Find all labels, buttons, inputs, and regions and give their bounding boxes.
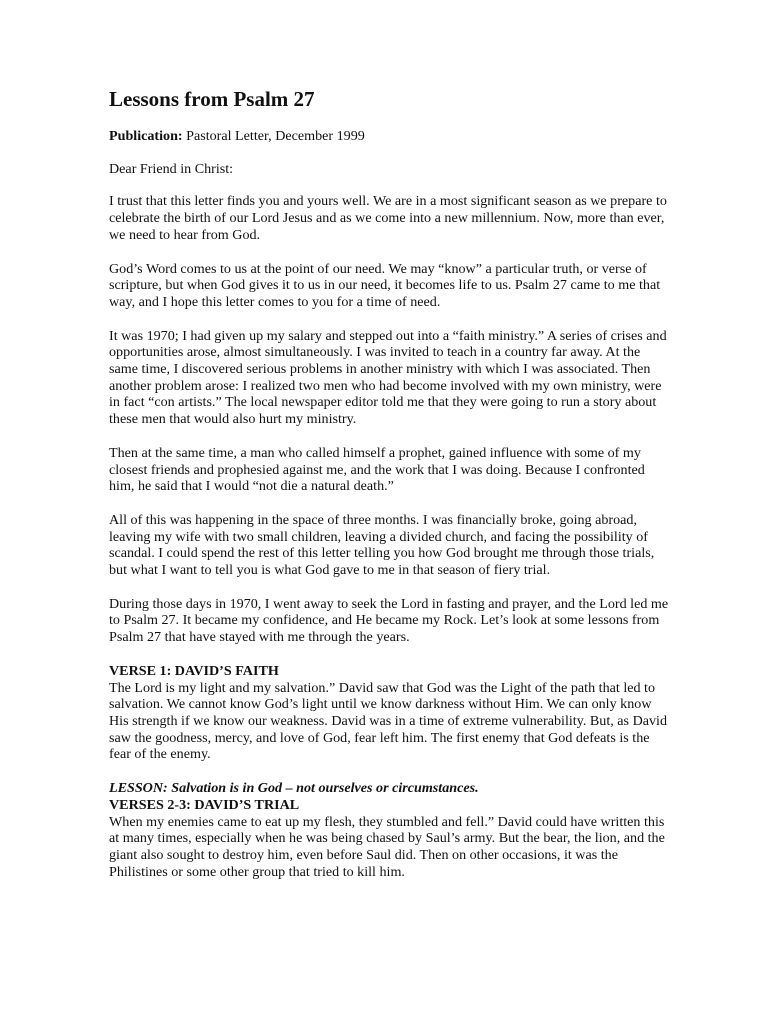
publication-line — [109, 128, 669, 145]
verse23-body: When my enemies came to eat up my flesh, they stumbled and fell.” David could have written this at many times, especially when he was being chased by Saul’s army. But the bear, the lion, and the giant also sought to destroy him, even before Saul did. Then on other occasions, it was the Philistines or some other group that tried to kill him. — [109, 813, 665, 880]
lesson-line: LESSON: Salvation is in God – not ourselves or circumstances. — [109, 780, 479, 797]
publication-value: Pastoral Letter, December 1999 — [182, 128, 365, 144]
verse1-heading: VERSE 1: DAVID’S FAITH — [109, 662, 279, 679]
verse1-body: The Lord is my light and my salvation.” David saw that God was the Light of the path that led to salvation. We cannot know God’s light until we know darkness without Him. We can only know His strength if we know our weakness. David was in a time of extreme vulnerability. But, as David saw the goodness, mercy, and love of God, fear left him. The first enemy that God defeats is the fear of the enemy. — [109, 679, 668, 763]
verse23-heading: VERSES 2-3: DAVID’S TRIAL — [109, 796, 300, 813]
greeting: Dear Friend in Christ: — [109, 160, 234, 177]
document-title: Lessons from Psalm 27 — [109, 87, 315, 111]
paragraph: All of this was happening in the space of three months. I was financially broke, going abroad, leaving my wife with two small children, leaving a divided church, and facing the possibility of scandal. I could spend the rest of this letter telling you how God brought me through those trials, but what I want to tell you is what God gave to me in that season of fiery trial. — [109, 511, 655, 579]
paragraph: During those days in 1970, I went away to seek the Lord in fasting and prayer, and the Lord led me to Psalm 27. It became my confidence, and He became my Rock. Let’s look at some lessons from Psalm 27 that have stayed with me through the years. — [109, 595, 669, 646]
document-page — [109, 86, 669, 880]
paragraph: Then at the same time, a man who called himself a prophet, gained influence with some of my closest friends and prophesied against me, and the work that I was doing. Because I confronted him, he said that I would “not die a natural death.” — [109, 444, 645, 495]
paragraph: I trust that this letter finds you and yours well. We are in a most significant season as we prepare to celebrate the birth of our Lord Jesus and as we come into a new millennium. Now, more than ever, we need to hear from God. — [109, 193, 667, 243]
paragraph: God’s Word comes to us at the point of our need. We may “know” a particular truth, or verse of scripture, but when God gives it to us in our need, it becomes life to us. Psalm 27 came to me that way, and I hope this letter comes to you for a time of need. — [109, 260, 661, 310]
publication-label: Publication: — [109, 128, 183, 144]
paragraph: It was 1970; I had given up my salary and stepped out into a “faith ministry.” A series of crises and opportunities arose, almost simultaneously. I was invited to teach in a country far away. At the same time, I discovered serious problems in another ministry with which I was associated. Then another problem arose: I realized two men who had become involved with my own ministry, were in fact “con artists.” The local newspaper editor told me that they were going to run a story about these men that would also hurt my ministry. — [109, 327, 667, 428]
